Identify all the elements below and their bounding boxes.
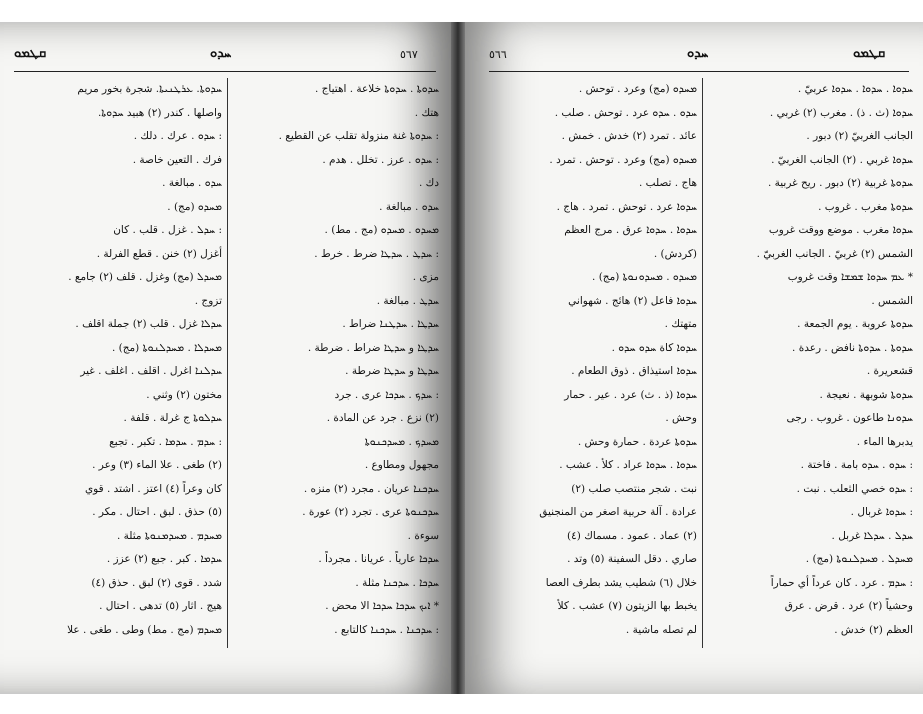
dictionary-entry-line: مجهول ومطاوع . [364, 459, 439, 471]
dictionary-entry-line: ܚܕܘܐ (ذ . ث) عرد . عير . حمار [564, 388, 697, 401]
dictionary-entry-line: ܚܕܘܐ عرد . توحش . تمرد . هاج . [556, 200, 697, 213]
dictionary-entry-line: تزوج . [194, 294, 222, 307]
dictionary-entry-line: وحش . [665, 412, 697, 424]
dictionary-entry-line: ܚܕܘܬܐ. ܥܪܛܢܝܬܐ. شجرة بخور مريم [77, 83, 222, 95]
dictionary-entry-line: العظم (٢) خدش . [834, 623, 913, 636]
dictionary-entry-line: لم تصله ماشية . [625, 623, 697, 636]
dictionary-entry-line: ܡܚܕܠ (مج) وغزل . قلف (٢) جامع . [68, 271, 222, 283]
dictionary-entry-line: كان وعراً (٤) اعتز . اشتد . قوي [84, 482, 222, 495]
dictionary-entry-line: ܚܕܟܐ عارياً . عريانا . مجرداً . [318, 553, 439, 565]
dictionary-entry-line: ܚܕܘ . مبالغة . [162, 177, 222, 189]
left-page-number: ٥٦٧ [400, 48, 418, 61]
dictionary-entry-line: (٢) نزع . جرد عن المادة . [326, 412, 439, 424]
dictionary-entry-line: نبت . شجر منتصب صلب (٢) [571, 482, 697, 495]
dictionary-entry-line: ܚܕܘ . مبالغة . [379, 200, 439, 213]
left-page-column-left [14, 78, 222, 678]
dictionary-entry-line: هتك . [414, 106, 439, 119]
dictionary-entry-line: ܚܕܠܘܬܐ ج غرلة . قلفة . [123, 412, 222, 424]
left-page-header-root: ܚܕܘ [210, 46, 232, 61]
dictionary-entry-line: * ܐܝܟ ܚܕܟܐ ܚܕܟܐ الا محض . [325, 600, 439, 612]
dictionary-entry-line: الجانب الغربيّ (٢) دبور . [806, 130, 913, 142]
dictionary-entry-line: ܚܕܘܐ فاعل (٢) هائج . شهواني [568, 294, 697, 307]
dictionary-entry-line: يخبط بها الزيتون (٧) عشب . كلأ [557, 600, 697, 612]
dictionary-entry-line: ܚܕܛܐ . ܚܕܛܢܐ ضراط . [342, 318, 439, 330]
dictionary-entry-line: ܚܕܘܬܐ شوبهة . نعيجة . [819, 388, 913, 401]
dictionary-entry-line: : ܚܕܟܢܐ . ܚܕܟܢܐ كالتابع . [334, 623, 439, 636]
dictionary-entry-line: ܚܕܘܐ استيذاق . ذوق الطعام . [571, 365, 697, 377]
dictionary-entry-line: * ܥܡ ܚܕܘܐ ܫܡܫܐ وقت غروب [787, 271, 913, 283]
right-page-header-rule [489, 71, 909, 72]
dictionary-entry-line: : ܚܕܡ . ܚܕܡܐ . تكبر . تجبع [109, 435, 222, 448]
dictionary-entry-line: ܚܕܘܐ . ܚܕܘܐ عرق . مرج العظم [564, 224, 697, 236]
dictionary-entry-line: ܡܚܕܡ . ܡܚܕܡܢܘܬܐ مثلة . [116, 529, 222, 542]
dictionary-entry-line: ܚܕܘܬܐ عردة . حمارة وحش . [577, 435, 697, 448]
dictionary-entry-line: : ܚܕܘ . عرك . دلك . [133, 130, 222, 142]
dictionary-entry-line: الشمس . [871, 294, 913, 307]
dictionary-entry-line: ܚܕܘܐ . ܚܕܘܐ . ܚܕܘܐ عربيّ . [797, 83, 913, 95]
left-page-header-title: ܩܛܡܘ [14, 46, 47, 61]
left-page-header-rule [14, 71, 436, 72]
dictionary-entry-line: ܚܕܡܐ . كبر . جبع (٢) عزز . [106, 553, 222, 565]
dictionary-entry-line: ܚܕܘܐ غربي . (٢) الجانب الغربيّ . [771, 153, 913, 166]
dictionary-entry-line: ܡܚܕܟ . ܡܚܕܟܢܘܬܐ [364, 435, 439, 448]
right-page-number: ٥٦٦ [489, 48, 507, 61]
dictionary-entry-line: ܚܕܘܬܐ . ܚܕܘܬܐ نافض . رعدة . [792, 341, 913, 354]
dictionary-entry-line: أغزل (٢) خنن . قطع الفرلة . [96, 247, 222, 260]
dictionary-entry-line: : ܚܕܘ خصي الثعلب . نبت . [796, 482, 913, 495]
dictionary-entry-line: : ܚܕܘܬܐ غنة منزولة تقلب عن القطيع . [278, 130, 439, 142]
dictionary-entry-line: قشعريرة . [866, 365, 913, 377]
dictionary-entry-line: (٢) عماد . عمود . مسماك (٤) [567, 529, 697, 542]
right-page [459, 22, 923, 694]
dictionary-entry-line: ܚܕܘܬܐ . ܚܕܘܬܐ خلاعة . اهتياج . [314, 83, 439, 95]
dictionary-entry-line: ܡܚܕܠܐ . ܡܚܕܠܢܘܬܐ (مج) . [111, 341, 222, 354]
right-page-column-right [708, 78, 913, 678]
dictionary-entry-line: واصلها . كندر (٢) هبيد ܚܕܘܬܐ. [97, 106, 222, 119]
left-page [0, 22, 459, 694]
dictionary-entry-line: ܚܕܟܢܘܬܐ عرى . تجرد (٢) عورة . [302, 506, 439, 518]
dictionary-entry-line: يدبرها الماء . [856, 435, 913, 448]
dictionary-entry-line: : ܚܕܠ . غزل . قلب . كان [113, 224, 222, 236]
dictionary-entry-line: الشمس (٢) غربيّ . الجانب الغربيّ . [756, 247, 913, 260]
dictionary-entry-line: ܚܕܘ . ܚܕܘ عرد . توحش . صلب . [554, 106, 697, 119]
dictionary-entry-line: ܚܕܘܬܐ عروبة . يوم الجمعة . [797, 318, 913, 330]
dictionary-entry-line: ܚܕܛܐ و ܚܕܛܐ ضرطة . [345, 365, 439, 377]
dictionary-entry-line: : ܚܕܘ . عرز . تخلل . هدم . [322, 153, 439, 166]
dictionary-entry-line: ܚܕܛ . مبالغة . [376, 294, 439, 307]
dictionary-entry-line: ܚܕܘܐ (ث . ذ) . مغرب (٢) غربي . [769, 106, 913, 119]
dictionary-entry-line: (٥) حذق . لبق . احتال . مكر . [92, 506, 222, 518]
dictionary-entry-line: ܚܕܠܐ غزل . قلب (٢) جملة اقلف . [75, 318, 222, 330]
dictionary-entry-line: عائد . تمرد (٢) خدش . خمش . [561, 130, 697, 142]
right-page-column-divider [702, 78, 703, 648]
dictionary-entry-line: هاج . تصلب . [638, 177, 697, 189]
dictionary-entry-line: مزى . [412, 271, 439, 283]
right-page-header-title: ܩܛܡܘ [853, 46, 886, 61]
dictionary-entry-line: ܚܕܘܐ كاة ܚܕܘ ܚܕܘ . [611, 341, 697, 354]
dictionary-entry-line: متهتك . [664, 318, 697, 330]
dictionary-entry-line: صاري . دقل السفينة (٥) وتد . [567, 553, 697, 565]
dictionary-entry-line: ܚܕܘܢܐ طاعون . غروب . رجى [786, 412, 913, 424]
right-page-header-root: ܚܕܘ [687, 46, 709, 61]
dictionary-entry-line: ܚܕܠܢܐ اغرل . اقلف . اغلف . غير [80, 365, 222, 377]
dictionary-entry-line: ܡܚܕܘ . ܡܚܕܘ (مج . مط) . [324, 224, 439, 236]
dictionary-entry-line: خلال (٦) شطيب يشد بطرف العصا [545, 576, 697, 589]
dictionary-entry-line: : ܚܕܘܐ غربال . [850, 506, 913, 518]
dictionary-entry-line: ܡܚܕܠ . ܡܚܕܠܢܘܬܐ (مج) . [805, 553, 913, 565]
dictionary-entry-line: ܚܕܘܐ . ܚܕܘܐ عراد . كلأ . عشب . [559, 459, 697, 471]
dictionary-entry-line: (كردش) . [653, 247, 697, 260]
dictionary-entry-line: شدد . قوى (٢) لبق . حذق (٤) [91, 576, 222, 589]
dictionary-entry-line: مختون (٢) وثني . [146, 388, 222, 401]
dictionary-entry-line: : ܚܕܟ . ܚܕܟܐ عرى . جرد [334, 388, 439, 401]
dictionary-entry-line: ܡܚܕܘ (مج) وعرد . توحش . تمرد . [549, 153, 697, 166]
left-page-column-divider [227, 78, 228, 648]
dictionary-entry-line: دك . [418, 177, 439, 189]
dictionary-entry-line: ܚܕܘܬܐ غربية (٢) دبور . ريح غربية . [767, 177, 913, 189]
dictionary-entry-line: : ܚܕܘ . ܚܕܘ بامة . فاختة . [800, 459, 913, 471]
dictionary-entry-line: (٢) طغى . علا الماء (٣) وعر . [92, 459, 222, 471]
dictionary-entry-line: : ܚܕܡ . عرد . كان عرداً أي حماراً [770, 576, 913, 589]
dictionary-entry-line: ܚܕܘܐ مغرب . موضع ووقت غروب [768, 224, 913, 236]
dictionary-entry-line: هيج . اثار (٥) تدهى . احتال . [99, 600, 222, 612]
right-page-column-left [489, 78, 697, 678]
dictionary-entry-line: عرادة . آلة حربية اصغر من المنجنيق [539, 506, 697, 518]
dictionary-entry-line: ܡܚܕܘ . ܡܚܕܘܢܘܬܐ (مج) . [592, 271, 697, 283]
dictionary-entry-line: ܡܚܕܘ (مج) وعرد . توحش . [578, 83, 697, 95]
dictionary-entry-line: ܡܚܕܘ (مج) . [167, 200, 222, 213]
left-page-column-right [233, 78, 439, 678]
dictionary-entry-line: سوءة . [407, 529, 439, 542]
scan-margin [0, 694, 923, 714]
dictionary-entry-line: ܚܕܟܢܐ عريان . مجرد (٢) منزه . [303, 482, 439, 495]
dictionary-entry-line: ܚܕܠ . ܚܕܠܐ غربل . [831, 529, 913, 542]
dictionary-entry-line: : ܚܕܛ . ܚܕܛܐ ضرط . خرط . [314, 247, 439, 260]
dictionary-entry-line: وحشياً (٢) عرد . قرض . عرق [784, 600, 913, 612]
dictionary-entry-line: ܡܚܕܡ (مج . مط) وطى . طغى . علا [67, 623, 222, 636]
dictionary-entry-line: فرك . التعين خاصة . [132, 153, 222, 166]
book-gutter [451, 22, 465, 694]
dictionary-entry-line: ܚܕܟܐ . ܚܕܟܢܐ مثلة . [355, 576, 439, 589]
dictionary-entry-line: ܚܕܘܬܐ مغرب . غروب . [818, 200, 913, 213]
dictionary-entry-line: ܚܕܛܐ و ܚܕܛܐ ضراط . ضرطة . [307, 341, 439, 354]
